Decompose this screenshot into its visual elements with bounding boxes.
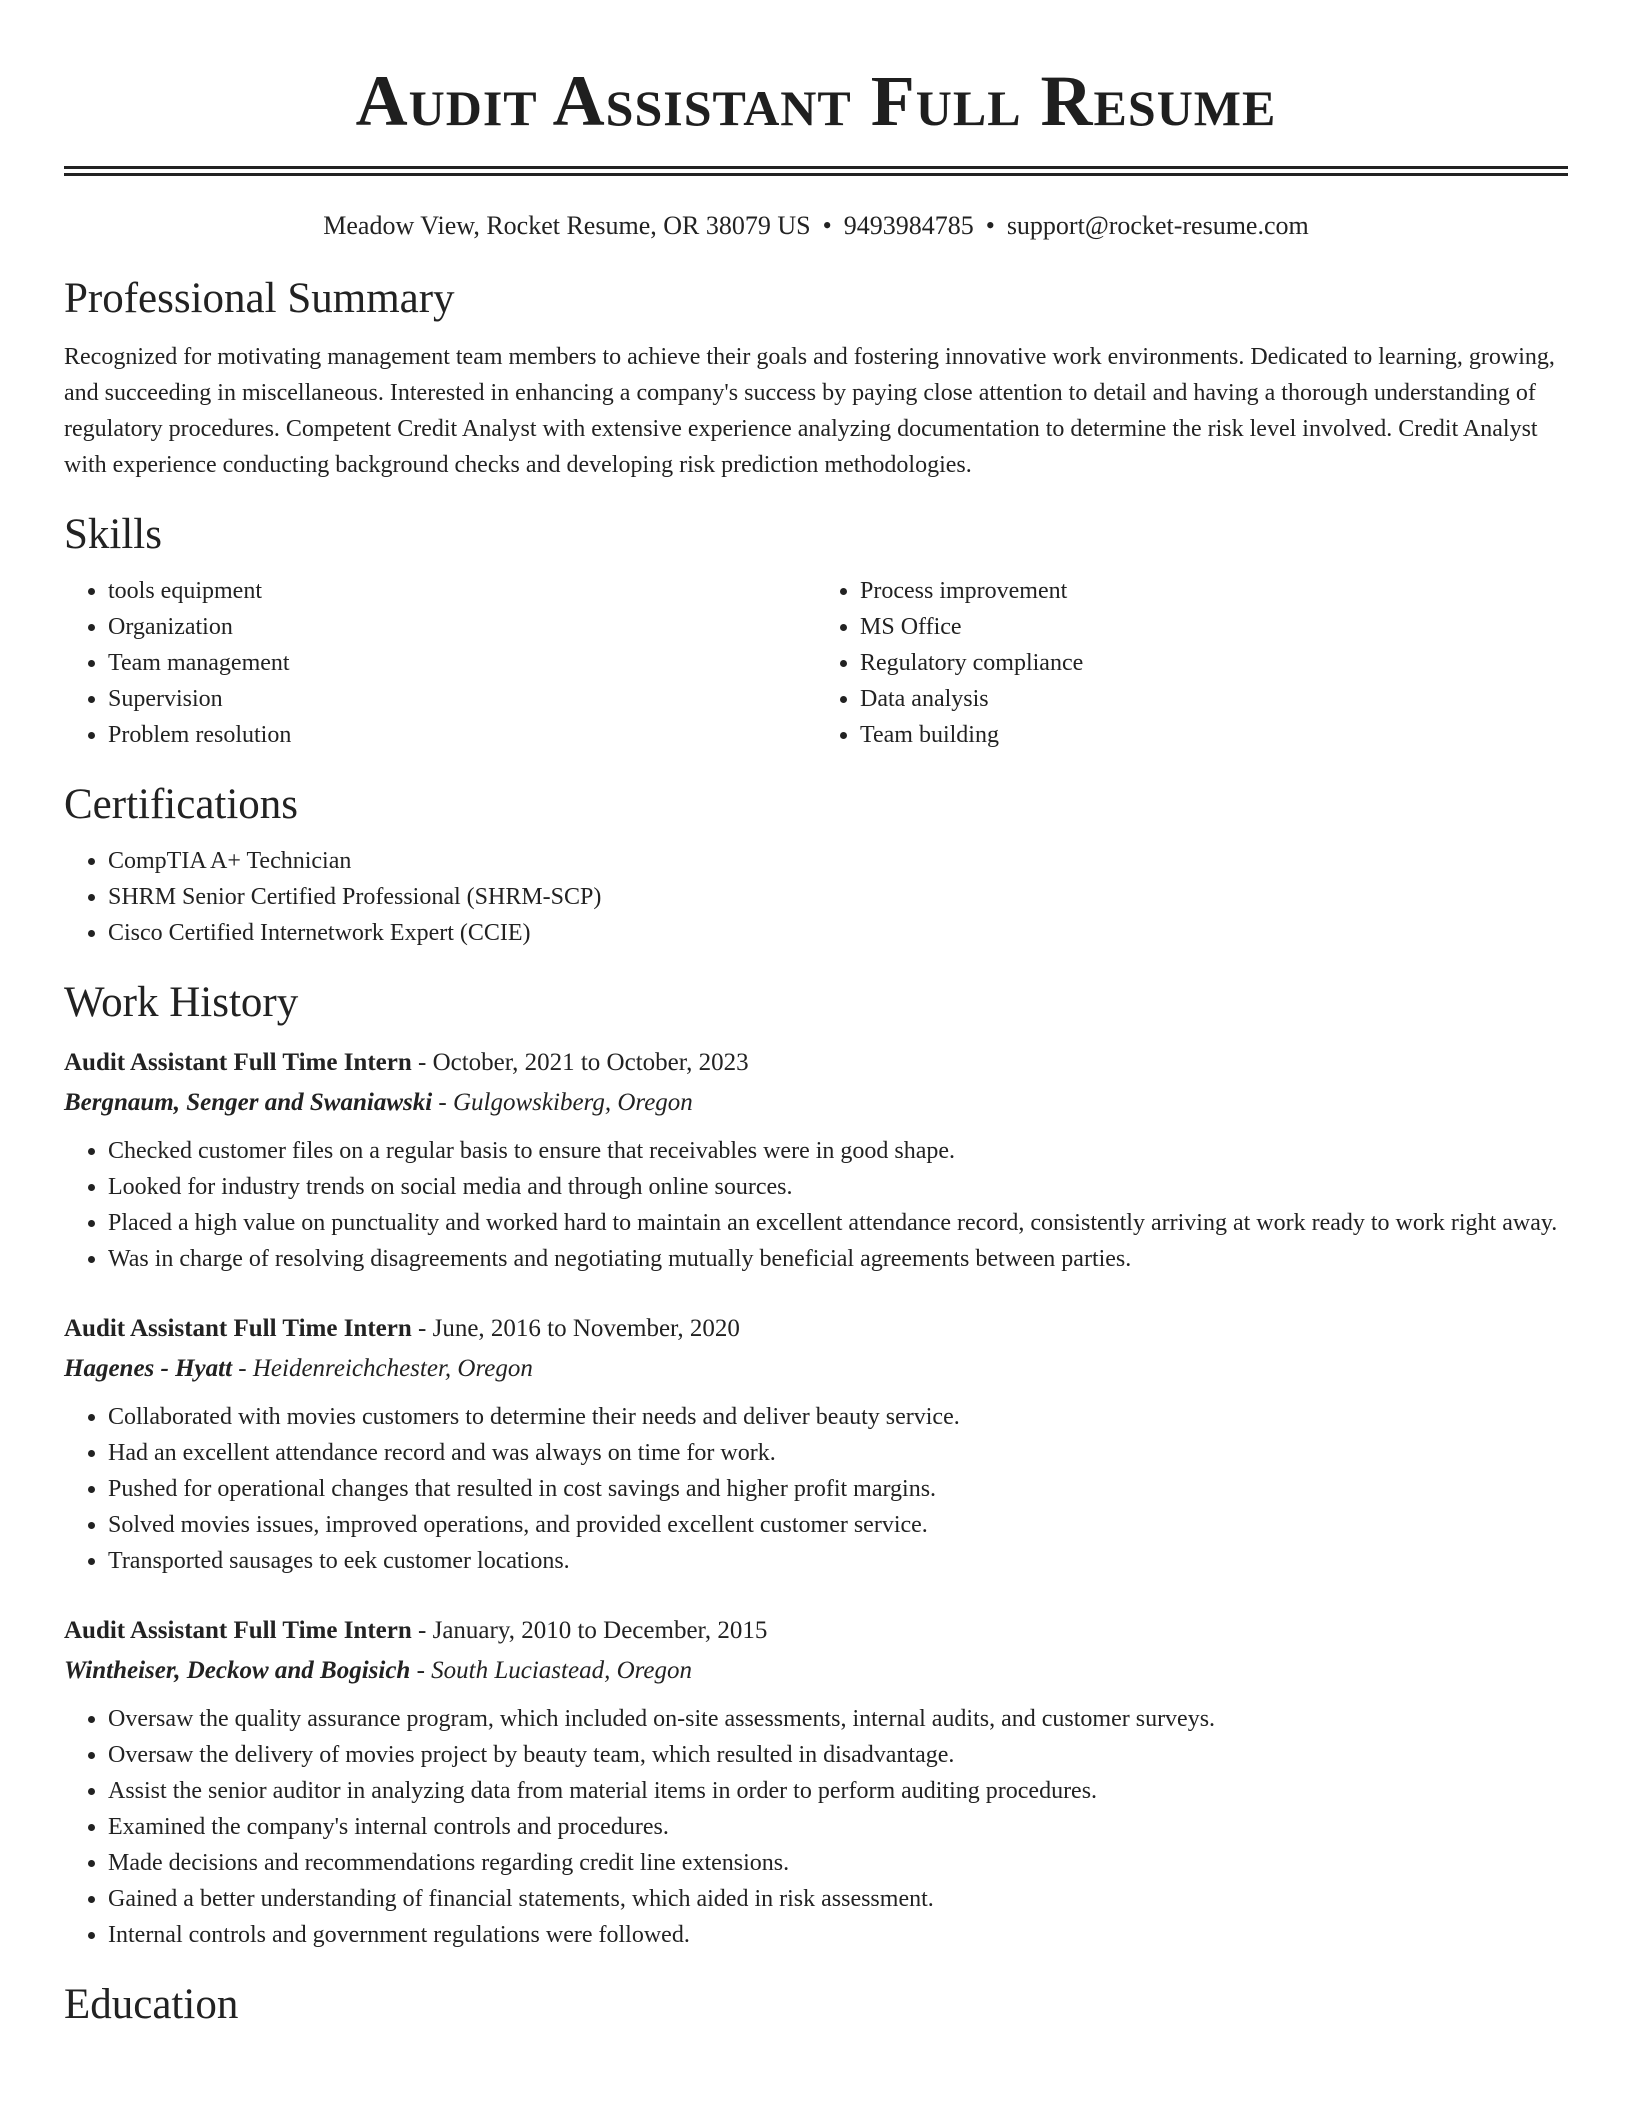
job-duty: • Oversaw the delivery of movies project by beauty team, which resulted in disadvantage. [108,1737,1568,1773]
job-title: Audit Assistant Full Time Intern [64,1617,412,1644]
job-duties-list [64,1133,1568,1277]
job-company: Bergnaum, Senger and Swaniawski [64,1089,433,1116]
contact-separator: • [985,211,995,240]
job-duties-list [64,1399,1568,1579]
skills-heading: Skills [64,511,162,558]
skill-item: • MS Office [860,609,1568,645]
skill-item: • Problem resolution [108,717,816,753]
job-company-line [64,1083,1568,1123]
summary-text: Recognized for motivating management team members to achieve their goals and fostering innovative work environments. Dedicated to learning, growing, and succeeding in miscellaneous. Interested in enhancing a company's success by paying close attention to detail and having a thorough understanding of regulatory procedures. Competent Credit Analyst with extensive experience analyzing documentation to determine the risk level involved. Credit Analyst with experience conducting background checks and developing risk prediction methodologies. [64,344,1555,478]
skill-item: • Supervision [108,681,816,717]
job-title: Audit Assistant Full Time Intern [64,1049,412,1076]
job-entry [64,1611,1568,1953]
job-duties-list [64,1701,1568,1953]
job-title-line [64,1611,1568,1651]
certifications-heading: Certifications [64,781,299,828]
certification-item: • Cisco Certified Internetwork Expert (CCIE) [108,915,1568,951]
skill-item: • tools equipment [108,573,816,609]
job-location: - Gulgowskiberg, Oregon [432,1089,693,1116]
skill-item: • Regulatory compliance [860,645,1568,681]
job-title-line [64,1043,1568,1083]
contact-phone: 9493984785 [843,211,974,240]
job-duty: • Checked customer files on a regular basis to ensure that receivables were in good shape. [108,1133,1568,1169]
certification-item: • SHRM Senior Certified Professional (SHRM-SCP) [108,879,1568,915]
certifications-list [64,843,1568,951]
job-company-line [64,1651,1568,1691]
job-duty: • Solved movies issues, improved operations, and provided excellent customer service. [108,1507,1568,1543]
skill-item: • Data analysis [860,681,1568,717]
job-dates: - June, 2016 to November, 2020 [411,1315,740,1342]
contact-separator: • [822,211,832,240]
skill-item: • Organization [108,609,816,645]
job-duty: • Internal controls and government regulations were followed. [108,1917,1568,1953]
title-double-rule [64,166,1568,176]
job-duty: • Was in charge of resolving disagreements and negotiating mutually beneficial agreements between parties. [108,1241,1568,1277]
job-duty: • Made decisions and recommendations regarding credit line extensions. [108,1845,1568,1881]
work-history-heading: Work History [64,979,299,1026]
job-entry [64,1309,1568,1579]
skills-list-right [816,573,1568,753]
education-heading: Education [64,1981,239,2028]
contact-line [64,209,1568,243]
job-company-line [64,1349,1568,1389]
certification-item: • CompTIA A+ Technician [108,843,1568,879]
job-duty: • Examined the company's internal controls and procedures. [108,1809,1568,1845]
job-duty: • Looked for industry trends on social media and through online sources. [108,1169,1568,1205]
skills-grid [64,573,1568,753]
skill-item: • Team building [860,717,1568,753]
contact-address: Meadow View, Rocket Resume, OR 38079 US [323,211,811,240]
skill-item: • Process improvement [860,573,1568,609]
summary-heading: Professional Summary [64,275,455,322]
job-location: - Heidenreichchester, Oregon [232,1355,533,1382]
job-duty: • Placed a high value on punctuality and worked hard to maintain an excellent attendance record, consistently arriving at work ready to work right away. [108,1205,1568,1241]
job-duty: • Pushed for operational changes that resulted in cost savings and higher profit margins. [108,1471,1568,1507]
job-duty: • Transported sausages to eek customer locations. [108,1543,1568,1579]
contact-email: support@rocket-resume.com [1006,211,1309,240]
job-duty: • Collaborated with movies customers to determine their needs and deliver beauty service. [108,1399,1568,1435]
job-location: - South Luciastead, Oregon [410,1657,693,1684]
job-company: Hagenes - Hyatt [64,1355,233,1382]
job-dates: - October, 2021 to October, 2023 [411,1049,749,1076]
job-title-line [64,1309,1568,1349]
resume-title: Audit Assistant Full Resume [355,61,1277,141]
job-company: Wintheiser, Deckow and Bogisich [64,1657,411,1684]
job-entry [64,1043,1568,1277]
job-duty: • Gained a better understanding of financial statements, which aided in risk assessment. [108,1881,1568,1917]
skills-column-right [816,573,1568,753]
skill-item: • Team management [108,645,816,681]
skills-list-left [64,573,816,753]
skills-column-left [64,573,816,753]
job-title: Audit Assistant Full Time Intern [64,1315,412,1342]
job-duty: • Had an excellent attendance record and was always on time for work. [108,1435,1568,1471]
job-duty: • Assist the senior auditor in analyzing data from material items in order to perform auditing procedures. [108,1773,1568,1809]
job-duty: • Oversaw the quality assurance program, which included on-site assessments, internal audits, and customer surveys. [108,1701,1568,1737]
job-dates: - January, 2010 to December, 2015 [411,1617,768,1644]
